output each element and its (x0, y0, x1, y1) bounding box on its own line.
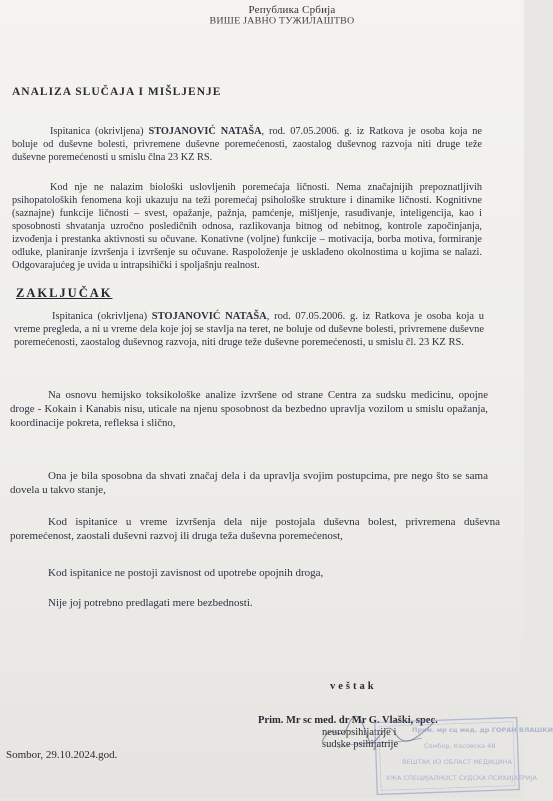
conclusion-p3-text: Ona je bila sposobna da shvati značaj dela i da upravlja svojim postupcima, pre nego što se sama dovela u takvo stanje, (10, 470, 488, 496)
conclusion-paragraph-3 (10, 469, 488, 497)
conclusion-title: ZAKLJUČAK (16, 286, 113, 300)
official-stamp (372, 716, 553, 796)
conclusion-paragraph-6: Nije joj potrebno predlagati mere bezbednosti. (48, 597, 253, 609)
expert-title-line-2: sudske psihijatrije (322, 739, 399, 750)
place-and-date: Sombor, 29.10.2024.god. (6, 749, 118, 761)
conclusion-p1-pre: Ispitanica (okrivljena) (52, 311, 152, 322)
analysis-p1-name: STOJANOVIĆ NATAŠA (148, 126, 262, 137)
letterhead (0, 4, 524, 27)
analysis-p2-text: Kod nje ne nalazim biološki uslovljenih poremećaja ličnosti. Nema značajnijih prepoznatljivih psihopatoloških fenomena koji ukazuju na teži poremećaj psihološke strukture i dinamike ličnosti. Kognitivne (saznajne) funkcije ličnosti – svest, opažanje, pažnja, pamćenje, mišljenje, rasuđivanje, inteligencija, kao i sposobnosti shvatanja uzročno posledičnih odnosa, razlikovanja bitnog od nebitnog, kontrole započinjanja, izvođenja i prestanka aktivnosti su očuvane. Konativne (voljne) funkcije – motivacija, borba motiva, formiranje odluke, planiranje izvršenja i izvršenje su očuvane. Raspoloženje je usklađeno okolnostima u kojima se nalazi. Odgovarajućeg je uvida u intrapsihički i spoljašnju realnost. (12, 182, 482, 271)
analysis-p1-post: , rod. 07.05.2006. g. iz Ratkova je osoba koja ne boluje od duševne bolesti, privremene duševne poremećenosti, zaostalog duševnog razvoja niti druge teže duševne poremećenosti u smislu člna 23 KZ RS. (12, 126, 482, 163)
conclusion-p1-post: , rod. 07.05.2006. g. iz Ratkova je osoba koja u vreme pregleda, a ni u vreme dela koje joj se stavlja na teret, ne boluje od duševne bolesti, privremene duševne poremećenosti, zaostalog duševnog razvoja, niti druge teže duševne poremećenosti, u smislu čl. 23 KZ RS. (14, 311, 484, 349)
conclusion-paragraph-4 (10, 515, 500, 543)
letterhead-line-2: ВИШЕ ЈАВНО ТУЖИЛАШТВО (209, 16, 355, 27)
stamp-line-2: Сомбор, Косовска 48 (424, 742, 496, 750)
letterhead-line-1: Република Србија (248, 4, 336, 16)
conclusion-p4-text: Kod ispitanice u vreme izvršenja dela nije postojala duševna bolest, privremena duševna poremećenost, zaostali duševni razvoj ili druga teža duševna poremećenost, (10, 516, 500, 542)
stamp-line-1: Прим. мр сц мед. др ГОРАН ВЛАШКИ (412, 726, 553, 734)
conclusion-paragraph-1 (14, 310, 484, 350)
stamp-line-4: УЖА СПЕЦИЈАЛНОСТ СУДСКА ПСИХИЈАТРИЈА (386, 774, 538, 782)
conclusion-paragraph-2 (10, 388, 488, 430)
conclusion-paragraph-5: Kod ispitanice ne postoji zavisnost od upotrebe opojnih droga, (48, 567, 324, 579)
expert-title-line-1: neuropsihijatrije i (322, 727, 397, 738)
analysis-paragraph-1 (12, 125, 482, 164)
conclusion-p1-name: STOJANOVIĆ NATAŠA (151, 311, 267, 322)
stamp-line-3: ВЕШТАК ИЗ ОБЛАСТ МЕДИЦИНА (402, 758, 513, 766)
expert-name: Prim. Mr sc med. dr Mr G. Vlaški, spec. (258, 715, 438, 726)
analysis-paragraph-2 (12, 181, 482, 272)
expert-label: veštak (330, 681, 377, 692)
conclusion-p2-text: Na osnovu hemijsko toksikološke analize izvršene od strane Centra za sudsku medicinu, opojne droge - Kokain i Kanabis nisu, uticale na njenu sposobnost da bezbedno upravlja vozilom u smislu opažanja, koordinacije pokreta, refleksa i slično, (10, 389, 488, 429)
analysis-p1-pre: Ispitanica (okrivljena) (50, 126, 149, 137)
analysis-title: ANALIZA SLUČAJA I MIŠLJENJE (12, 86, 222, 98)
